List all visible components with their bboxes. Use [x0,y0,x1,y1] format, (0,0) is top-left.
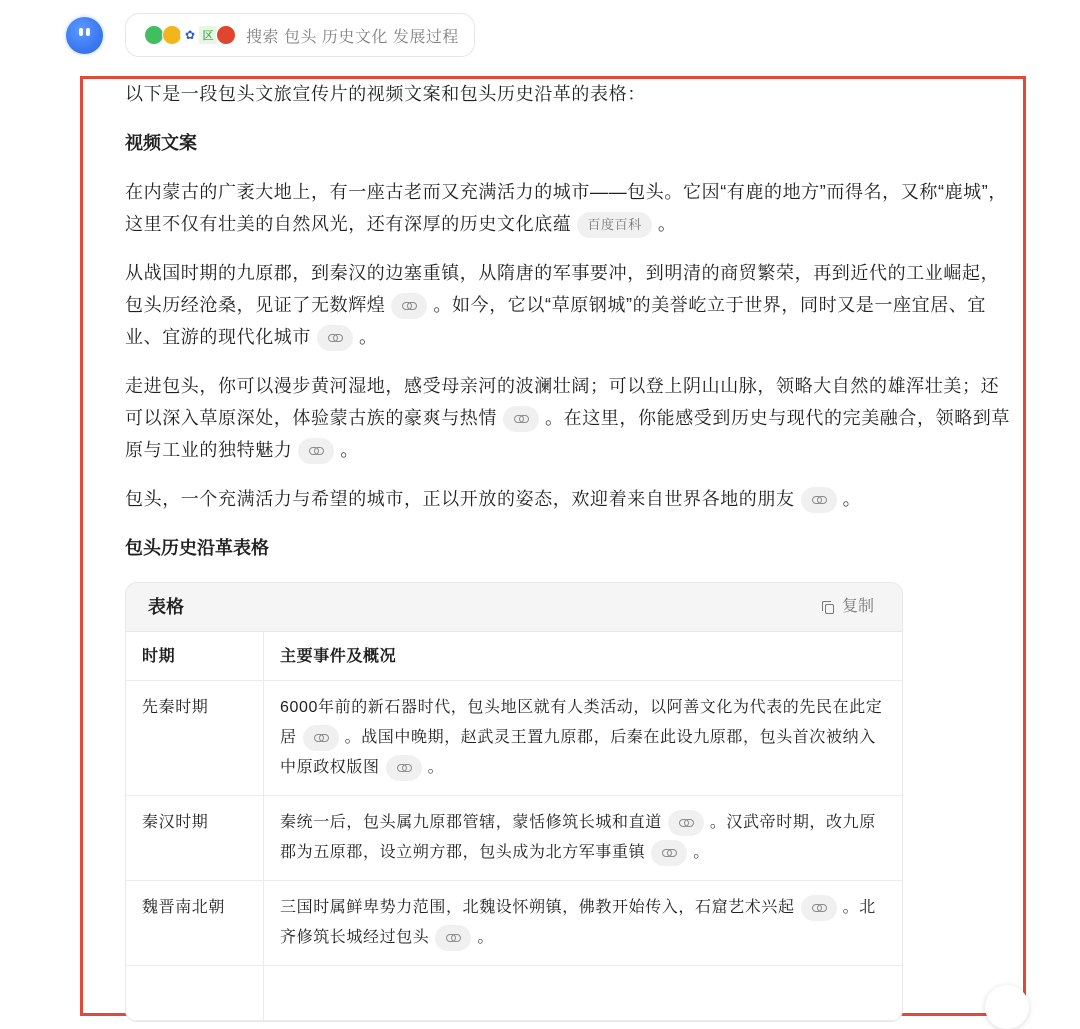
events-cell [264,966,903,1021]
link-icon [812,496,826,504]
column-header-events: 主要事件及概况 [264,632,903,681]
link-icon [446,934,460,942]
citation-baidu-baike[interactable]: 百度百科 [577,212,651,238]
citation-link[interactable] [391,293,427,319]
avatar-eye [79,28,83,36]
cell-text: 秦统一后，包头属九原郡管辖，蒙恬修筑长城和直道 [280,814,662,831]
events-cell [264,681,903,796]
table-row [126,681,902,796]
punctuation: 。 [657,214,677,234]
paragraph-text: 。如今，它以“草原钢城”的美誉屹立于世界，同时又是一座宜居、宜业、宜游的现代化城市 [125,295,986,347]
period-cell: 先秦时期 [126,681,264,796]
paragraph-text: 。在这里，你能感受到历史与现代的完美融合，领略到草原与工业的独特魅力 [125,408,1010,460]
sohu-icon [162,25,182,45]
citation-link[interactable] [503,406,539,432]
link-icon [314,734,328,742]
copy-icon [822,601,834,613]
paragraph-text: 走进包头，你可以漫步黄河湿地，感受母亲河的波澜壮阔；可以登上阴山山脉，领略大自然的雄浑壮美；还可以深入草原深处，体验蒙古族的豪爽与热情 [125,376,1000,428]
link-icon [328,334,342,342]
punctuation: 。 [427,759,445,776]
gov-emblem-icon [216,25,236,45]
table-title: 表格 [148,597,184,617]
punctuation: 。 [340,440,360,460]
citation-link[interactable] [651,840,687,866]
paragraph-text: 包头，一个充满活力与希望的城市，正以开放的姿态，欢迎着来自世界各地的朋友 [125,489,795,509]
cell-text: 。北齐修筑长城经过包头 [280,899,876,946]
cell-text: 。汉武帝时期，改九原郡为五原郡，设立朔方郡，包头成为北方军事重镇 [280,814,876,861]
table-row [126,881,902,966]
citation-link[interactable] [317,325,353,351]
period-cell: 魏晋南北朝 [126,881,264,966]
table-row [126,966,902,1021]
scroll-to-bottom-button[interactable] [985,985,1029,1029]
punctuation: 。 [693,844,710,861]
link-icon [397,764,411,772]
punctuation: 。 [359,327,378,347]
copy-button[interactable] [822,591,874,623]
table-header-bar [126,583,902,632]
link-icon [662,849,676,857]
source-icons [144,25,234,45]
cell-text: 。战国中晚期，赵武灵王置九原郡，后秦在此设九原郡，包头首次被纳入中原政权版图 [280,729,876,776]
history-table [126,632,902,1021]
citation-link[interactable] [298,438,334,464]
punctuation: 。 [477,929,495,946]
punctuation: 。 [842,489,862,509]
column-header-period: 时期 [126,632,264,681]
avatar-eye [86,28,90,36]
district-icon: 区 [198,25,218,45]
cell-text: 三国时属鲜卑势力范围，北魏设怀朔镇，佛教开始传入，石窟艺术兴起 [280,899,795,916]
citation-link[interactable] [435,925,471,951]
period-cell: 秦汉时期 [126,796,264,881]
paragraph-3 [125,370,1013,466]
section-title-video-script: 视频文案 [125,133,197,153]
paragraph-1 [125,176,1013,240]
citation-link[interactable] [801,895,837,921]
events-cell [264,881,903,966]
link-icon [402,302,416,310]
link-icon [514,415,528,423]
citation-link[interactable] [668,810,704,836]
events-cell [264,796,903,881]
section-title-history-table: 包头历史沿革表格 [125,538,269,558]
history-table-card [125,582,903,1022]
paragraph-text: 在内蒙古的广袤大地上，有一座古老而又充满活力的城市——包头。它因“有鹿的地方”而得名，又称“鹿城”，这里不仅有壮美的自然风光，还有深厚的历史文化底蕴 [125,182,1007,234]
wechat-icon [144,25,164,45]
table-row [126,796,902,881]
paragraph-2 [125,257,1013,353]
citation-link[interactable] [303,725,339,751]
paragraph-4 [125,483,1013,515]
link-icon [812,904,826,912]
citation-link[interactable] [386,755,422,781]
period-cell [126,966,264,1021]
search-query-text: 搜索 包头 历史文化 发展过程 [246,28,459,46]
link-icon [309,447,323,455]
intro-text: 以下是一段包头文旅宣传片的视频文案和包头历史沿革的表格： [125,84,646,104]
baidu-icon: ✿ [180,25,200,45]
cell-text: 6000年前的新石器时代，包头地区就有人类活动，以阿善文化为代表的先民在此定居 [280,699,883,746]
answer-content [125,78,1013,1022]
copy-label: 复制 [841,598,874,615]
table-header-row [126,632,902,681]
search-query-chip[interactable] [125,13,475,57]
citation-link[interactable] [801,487,837,513]
paragraph-text: 从战国时期的九原郡，到秦汉的边塞重镇，从隋唐的军事要冲，到明清的商贸繁荣，再到近代的工业崛起，包头历经沧桑，见证了无数辉煌 [125,263,1000,315]
link-icon [679,819,693,827]
assistant-avatar [66,17,103,54]
